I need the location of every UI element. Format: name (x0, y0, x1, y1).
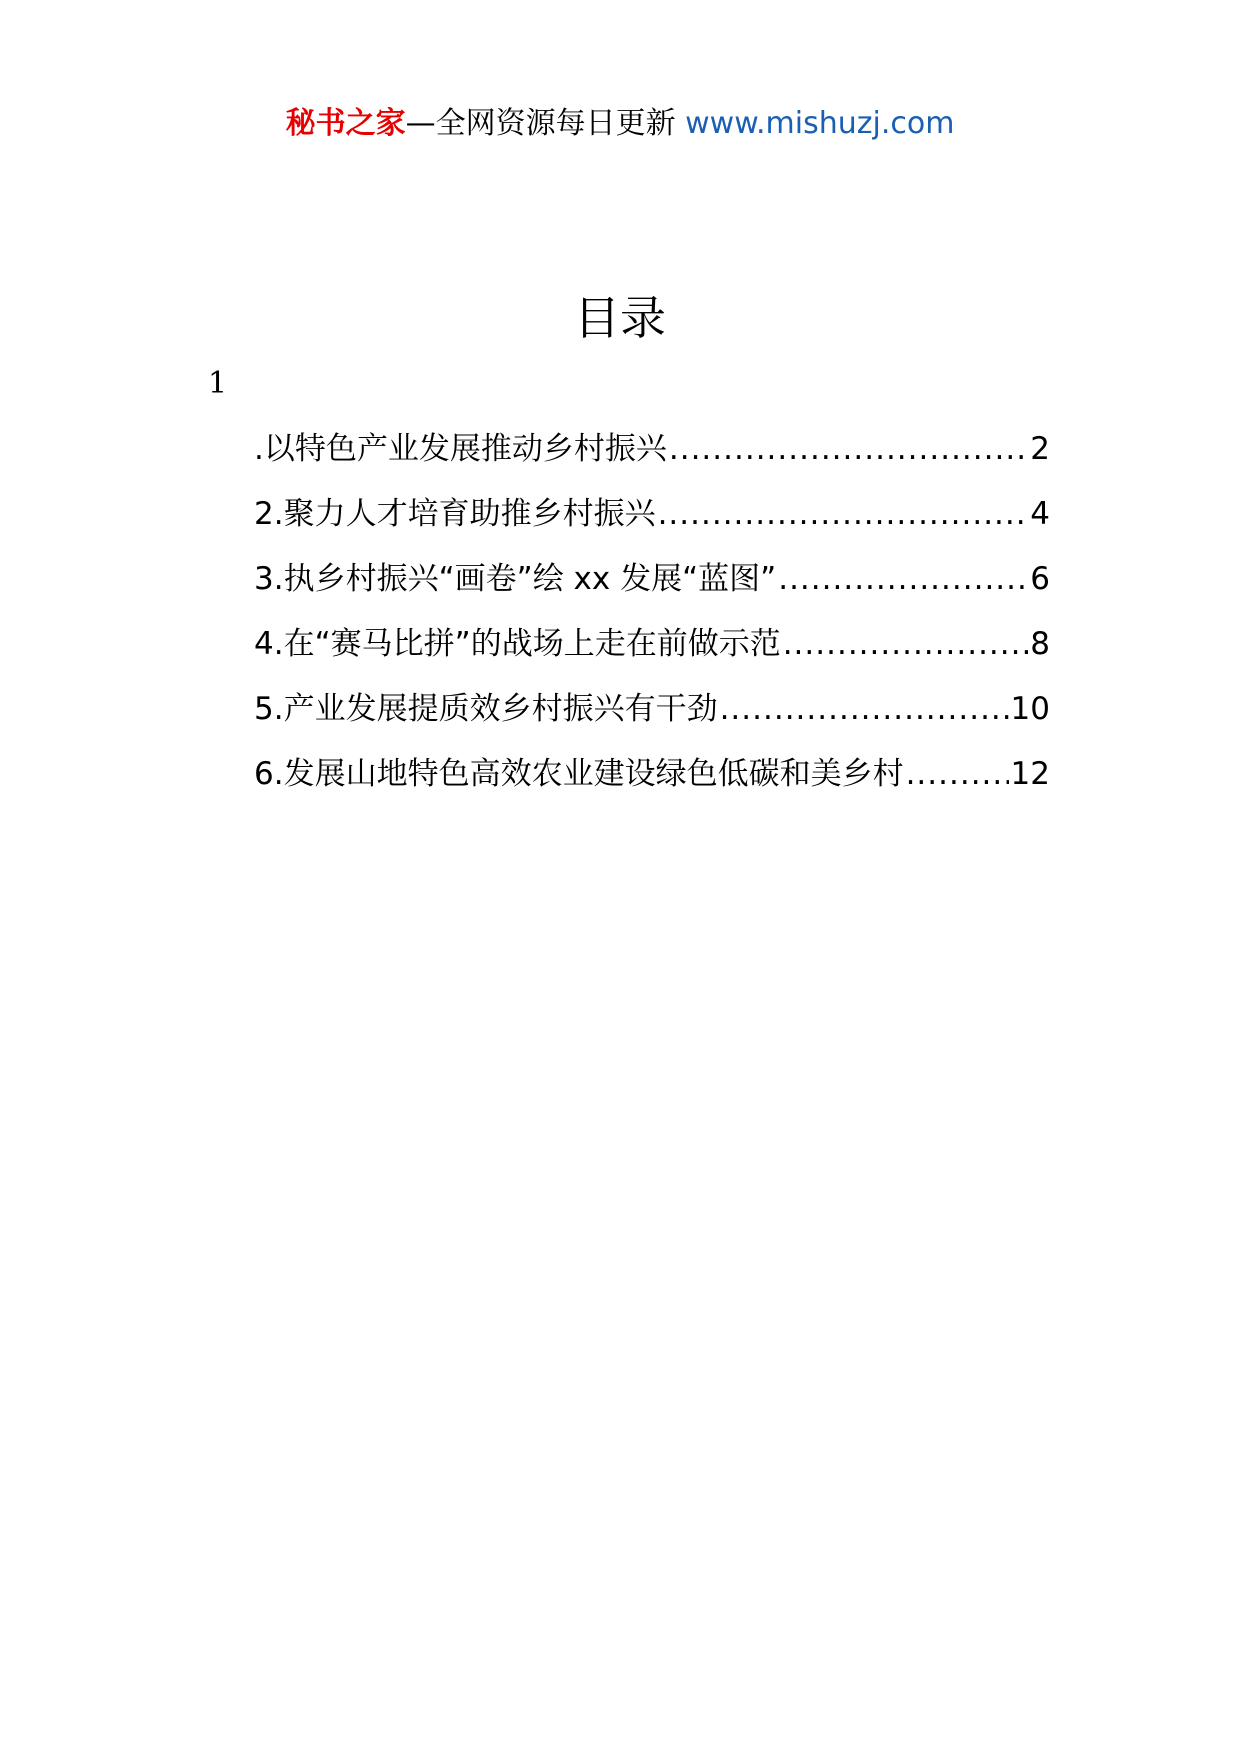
table-of-contents (254, 424, 1050, 814)
site-url-link[interactable]: www.mishuzj.com (685, 106, 955, 141)
header-slogan: —全网资源每日更新 (405, 106, 676, 141)
toc-dot-leader (658, 489, 1029, 539)
toc-dot-leader (783, 619, 1029, 669)
toc-page-number: 12 (1010, 756, 1050, 792)
toc-entry-title: 4.在“赛马比拼”的战场上走在前做示范 (254, 626, 781, 662)
toc-page-number: 6 (1030, 561, 1050, 597)
toc-dot-leader (720, 684, 1009, 734)
toc-page-number: 8 (1030, 626, 1050, 662)
document-title: 目录 (574, 291, 666, 345)
toc-entry-5[interactable] (254, 684, 1050, 749)
toc-entry-title: 6.发展山地特色高效农业建设绿色低碳和美乡村 (254, 756, 904, 792)
toc-page-number: 10 (1010, 691, 1050, 727)
brand-name: 秘书之家 (285, 106, 406, 141)
toc-dot-leader (669, 424, 1028, 474)
toc-entry-title: 3.执乡村振兴“画卷”绘 xx 发展“蓝图” (254, 561, 777, 597)
toc-entry-title: 2.聚力人才培育助推乡村振兴 (254, 496, 656, 532)
toc-entry-4[interactable] (254, 619, 1050, 684)
toc-entry-2[interactable] (254, 489, 1050, 554)
toc-entry-1[interactable] (254, 424, 1050, 489)
toc-page-number: 2 (1030, 431, 1050, 467)
toc-entry-3[interactable] (254, 554, 1050, 619)
list-number: 1 (208, 366, 228, 401)
toc-page-number: 4 (1030, 496, 1050, 532)
toc-entry-title: 5.产业发展提质效乡村振兴有干劲 (254, 691, 718, 727)
site-header (0, 102, 1240, 146)
toc-dot-leader (906, 749, 1009, 799)
toc-entry-6[interactable] (254, 749, 1050, 814)
toc-dot-leader (778, 554, 1028, 604)
toc-entry-title: .以特色产业发展推动乡村振兴 (254, 431, 667, 467)
